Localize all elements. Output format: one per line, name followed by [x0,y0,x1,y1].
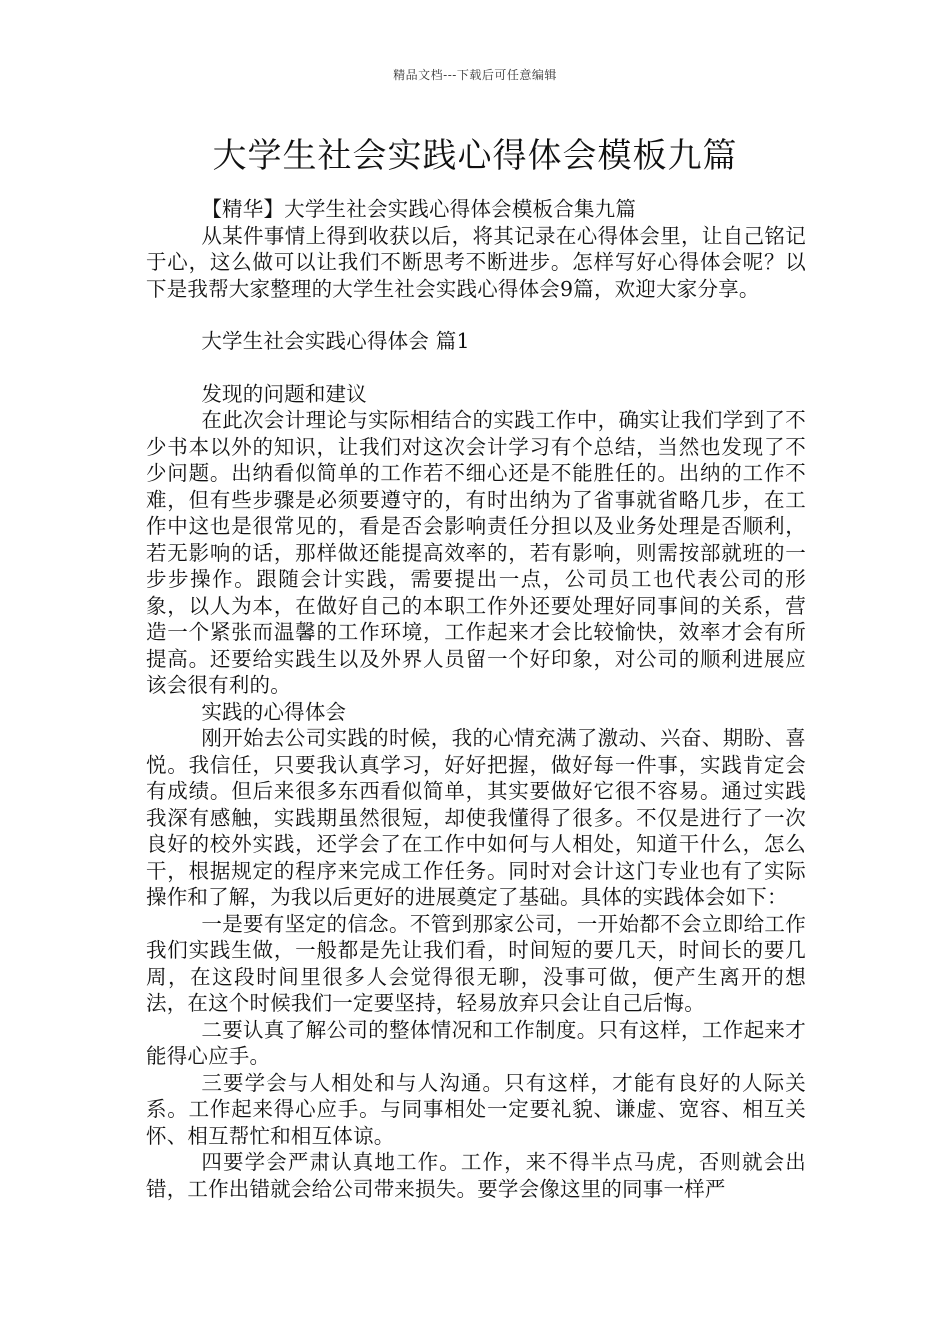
spacer [146,355,806,381]
body-paragraph: 四要学会严肃认真地工作。工作，来不得半点马虎，否则就会出错，工作出错就会给公司带来损失。要学会像这里的同事一样严 [146,1150,806,1201]
header-note: 精品文档---下载后可任意编辑 [393,68,557,82]
body-paragraph: 三要学会与人相处和与人沟通。只有这样，才能有良好的人际关系。工作起来得心应手。与同事相处一定要礼貌、谦虚、宽容、相互关怀、相互帮忙和相互体谅。 [146,1070,806,1148]
body-paragraph: 在此次会计理论与实际相结合的实践工作中，确实让我们学到了不少书本以外的知识，让我们对这次会计学习有个总结，当然也发现了不少问题。出纳看似简单的工作若不细心还是不能胜任的。出纳的工作不难，但有些步骤是必须要遵守的，有时出纳为了省事就省略几步，在工作中这也是很常见的，看是否会影响责任分担以及业务处理是否顺利，若无影响的话，那样做还能提高效率的，若有影响，则需按部就班的一步步操作。跟随会计实践，需要提出一点，公司员工也代表公司的形象，以人为本，在做好自己的本职工作外还要处理好同事间的关系，营造一个紧张而温馨的工作环境，工作起来才会比较愉快，效率才会有所提高。还要给实践生以及外界人员留一个好印象，对公司的顺利进展应该会很有利的。 [146,408,806,697]
intro-paragraph: 从某件事情上得到收获以后，将其记录在心得体会里，让自己铭记于心，这么做可以让我们不断思考不断进步。怎样写好心得体会呢？以下是我帮大家整理的大学生社会实践心得体会9篇，欢迎大家分享。 [146,223,806,301]
intro-subtitle: 【精华】大学生社会实践心得体会模板合集九篇 [201,197,637,221]
body-paragraph: 刚开始去公司实践的时候，我的心情充满了激动、兴奋、期盼、喜悦。我信任，只要我认真学习，好好把握，做好每一件事，实践肯定会有成绩。但后来很多东西看似简单，其实要做好它很不容易。通过实践我深有感触，实践期虽然很短，却使我懂得了很多。不仅是进行了一次良好的校外实践，还学会了在工作中如何与人相处，知道干什么，怎么干，根据规定的程序来完成工作任务。同时对会计这门专业也有了实际操作和了解，为我以后更好的进展奠定了基础。具体的实践体会如下： [146,726,806,909]
section-heading-1: 大学生社会实践心得体会 篇1 [201,329,470,353]
body-paragraph: 二要认真了解公司的整体情况和工作制度。只有这样，工作起来才能得心应手。 [146,1017,806,1068]
spacer [146,302,806,328]
document-title: 大学生社会实践心得体会模板九篇 [212,136,738,176]
subheading-problems: 发现的问题和建议 [201,381,367,406]
body-paragraph: 一是要有坚定的信念。不管到那家公司，一开始都不会立即给工作我们实践生做，一般都是先让我们看，时间短的要几天，时间长的要几周，在这段时间里很多人会觉得很无聊，没事可做，便产生离开的想法，在这个时候我们一定要坚持，轻易放弃只会让自己后悔。 [146,911,806,1015]
document-body [146,196,806,1202]
subheading-experience: 实践的心得体会 [201,699,347,724]
